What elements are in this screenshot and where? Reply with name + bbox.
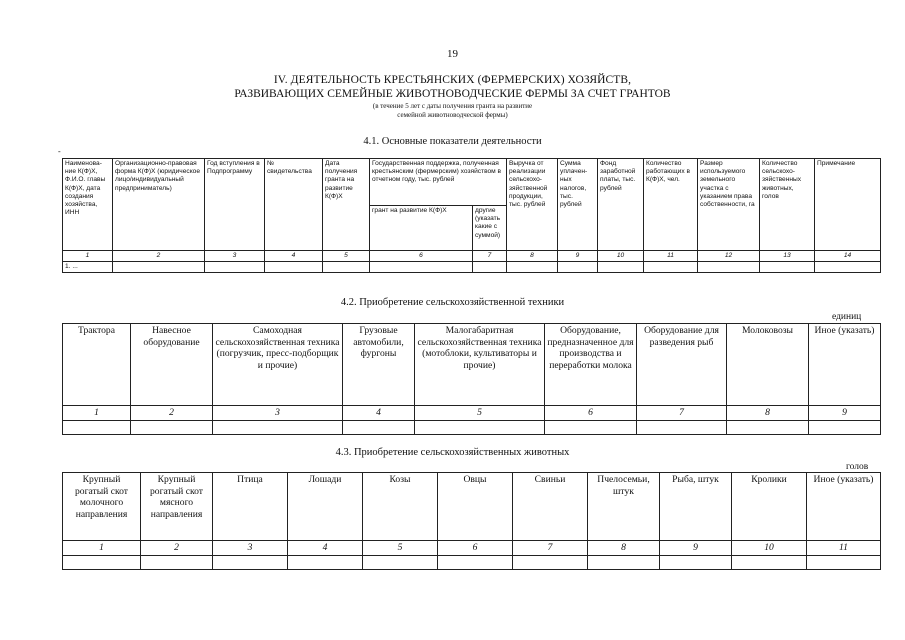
table-cell <box>815 262 881 273</box>
column-number: 4 <box>265 251 323 262</box>
column-number: 2 <box>131 406 213 421</box>
table-cell <box>644 262 698 273</box>
column-number: 1 <box>63 541 141 556</box>
column-number: 5 <box>363 541 438 556</box>
column-number: 5 <box>415 406 545 421</box>
table-cell <box>63 555 141 569</box>
header-trucks: Грузовые автомобили, фургоны <box>343 324 415 406</box>
header-small-machinery: Малогабаритная сельскохозяйственная техника (мотоблоки, культиваторы и прочие) <box>415 324 545 406</box>
table-cell <box>473 262 507 273</box>
header-pigs: Свиньи <box>513 473 588 541</box>
header-self-propelled: Самоходная сельскохозяйственная техника (погрузчик, пресс-подборщик и прочие) <box>213 324 343 406</box>
table-cell-first-row-label: 1. ... <box>63 262 113 273</box>
table-cell <box>213 555 288 569</box>
header-poultry: Птица <box>213 473 288 541</box>
column-number: 12 <box>698 251 760 262</box>
column-number: 7 <box>637 406 727 421</box>
header-milk-equipment: Оборудование, предназначенное для производства и переработки молока <box>545 324 637 406</box>
header-support-other: другие (указать какие с суммой) <box>473 206 507 251</box>
header-wage-fund: Фонд заработной платы, тыс. рублей <box>598 159 644 251</box>
header-sheep: Овцы <box>438 473 513 541</box>
column-number: 3 <box>213 541 288 556</box>
table-cell <box>698 262 760 273</box>
header-taxes: Сумма уплачен-ных налогов, тыс. рублей <box>558 159 598 251</box>
column-number: 10 <box>732 541 807 556</box>
page-number: 19 <box>447 48 458 60</box>
table-cell <box>438 555 513 569</box>
table-cell <box>131 420 213 434</box>
header-support-grant: грант на развитие К(Ф)Х <box>370 206 473 251</box>
column-number: 5 <box>323 251 370 262</box>
header-bee-colonies: Пчелосемьи, штук <box>588 473 660 541</box>
table-cell <box>588 555 660 569</box>
header-workers: Количество работающих в К(Ф)Х, чел. <box>644 159 698 251</box>
section-4-2-unit: единиц <box>832 312 862 322</box>
header-other-animals: Иное (указать) <box>807 473 881 541</box>
column-number: 3 <box>213 406 343 421</box>
column-number: 1 <box>63 251 113 262</box>
column-number: 8 <box>727 406 809 421</box>
table-cell <box>113 262 205 273</box>
section-4-3-title: 4.3. Приобретение сельскохозяйственных животных <box>335 447 570 458</box>
document-title-line1: IV. ДЕЯТЕЛЬНОСТЬ КРЕСТЬЯНСКИХ (ФЕРМЕРСКИХ) ХОЗЯЙСТВ, <box>273 74 632 86</box>
section-4-1-dash: - <box>58 147 61 156</box>
header-other: Иное (указать) <box>809 324 881 406</box>
header-note: Примечание <box>815 159 881 251</box>
table-cell <box>205 262 265 273</box>
document-subtitle-line1: (в течение 5 лет с даты получения гранта на развитие <box>372 102 533 110</box>
column-number: 9 <box>809 406 881 421</box>
header-animals-count: Количество сельскохо-зяйственных животных, голов <box>760 159 815 251</box>
section-4-2-title: 4.2. Приобретение сельскохозяйственной техники <box>340 297 565 308</box>
table-cell <box>323 262 370 273</box>
header-org-form: Организационно-правовая форма К(Ф)Х (юридическое лицо/индивидуальный предприниматель) <box>113 159 205 251</box>
table-cell <box>507 262 558 273</box>
column-number: 2 <box>113 251 205 262</box>
column-number: 14 <box>815 251 881 262</box>
table-main-indicators <box>62 158 881 273</box>
table-cell <box>288 555 363 569</box>
column-number: 6 <box>545 406 637 421</box>
column-number: 4 <box>288 541 363 556</box>
header-fish-equipment: Оборудование для разведения рыб <box>637 324 727 406</box>
header-dairy-cattle: Крупный рогатый скот молочного направления <box>63 473 141 541</box>
table-cell <box>660 555 732 569</box>
column-number: 9 <box>558 251 598 262</box>
column-number: 10 <box>598 251 644 262</box>
column-number: 6 <box>370 251 473 262</box>
header-milk-trucks: Молоковозы <box>727 324 809 406</box>
document-title-line2: РАЗВИВАЮЩИХ СЕМЕЙНЫЕ ЖИВОТНОВОДЧЕСКИЕ ФЕРМЫ ЗА СЧЕТ ГРАНТОВ <box>234 88 671 100</box>
column-number: 6 <box>438 541 513 556</box>
header-goats: Козы <box>363 473 438 541</box>
table-cell <box>637 420 727 434</box>
column-number: 1 <box>63 406 131 421</box>
table-cell <box>545 420 637 434</box>
table-cell <box>598 262 644 273</box>
column-number: 8 <box>588 541 660 556</box>
document-subtitle-line2: семейной животноводческой фермы) <box>397 111 508 119</box>
header-state-support: Государственная поддержка, полученная крестьянским (фермерским) хозяйством в отчетном году, тыс. рублей <box>370 159 507 206</box>
table-cell <box>370 262 473 273</box>
header-revenue: Выручка от реализации сельскохо-зяйственной продукции, тыс. рублей <box>507 159 558 251</box>
header-name-farm: Наименова-ние К(Ф)Х, Ф.И.О. главы К(Ф)Х, дата создания хозяйства, ИНН <box>63 159 113 251</box>
column-number: 11 <box>807 541 881 556</box>
table-cell <box>809 420 881 434</box>
table-cell <box>63 420 131 434</box>
section-4-1-title: 4.1. Основные показатели деятельности <box>363 136 542 147</box>
header-rabbits: Кролики <box>732 473 807 541</box>
column-number: 13 <box>760 251 815 262</box>
header-fish: Рыба, штук <box>660 473 732 541</box>
column-number: 3 <box>205 251 265 262</box>
table-cell <box>558 262 598 273</box>
column-number: 8 <box>507 251 558 262</box>
header-beef-cattle: Крупный рогатый скот мясного направления <box>141 473 213 541</box>
column-number: 4 <box>343 406 415 421</box>
table-cell <box>727 420 809 434</box>
header-horses: Лошади <box>288 473 363 541</box>
table-cell <box>141 555 213 569</box>
table-cell <box>343 420 415 434</box>
table-cell <box>265 262 323 273</box>
table-cell <box>760 262 815 273</box>
table-cell <box>363 555 438 569</box>
header-tractors: Трактора <box>63 324 131 406</box>
table-machinery <box>62 323 881 435</box>
column-number: 7 <box>473 251 507 262</box>
column-number: 11 <box>644 251 698 262</box>
table-cell <box>807 555 881 569</box>
column-number: 9 <box>660 541 732 556</box>
header-certificate-number: № свидетельства <box>265 159 323 251</box>
table-animals <box>62 472 881 570</box>
table-cell <box>213 420 343 434</box>
header-grant-date: Дата получения гранта на развитие К(Ф)Х <box>323 159 370 251</box>
table-cell <box>732 555 807 569</box>
table-cell <box>513 555 588 569</box>
section-4-3-unit: голов <box>846 462 869 472</box>
header-year-joined: Год вступления в Подпрограмму <box>205 159 265 251</box>
column-number: 2 <box>141 541 213 556</box>
header-attachments: Навесное оборудование <box>131 324 213 406</box>
table-cell <box>415 420 545 434</box>
header-land-size: Размер используемого земельного участка с указанием права собственности, га <box>698 159 760 251</box>
column-number: 7 <box>513 541 588 556</box>
